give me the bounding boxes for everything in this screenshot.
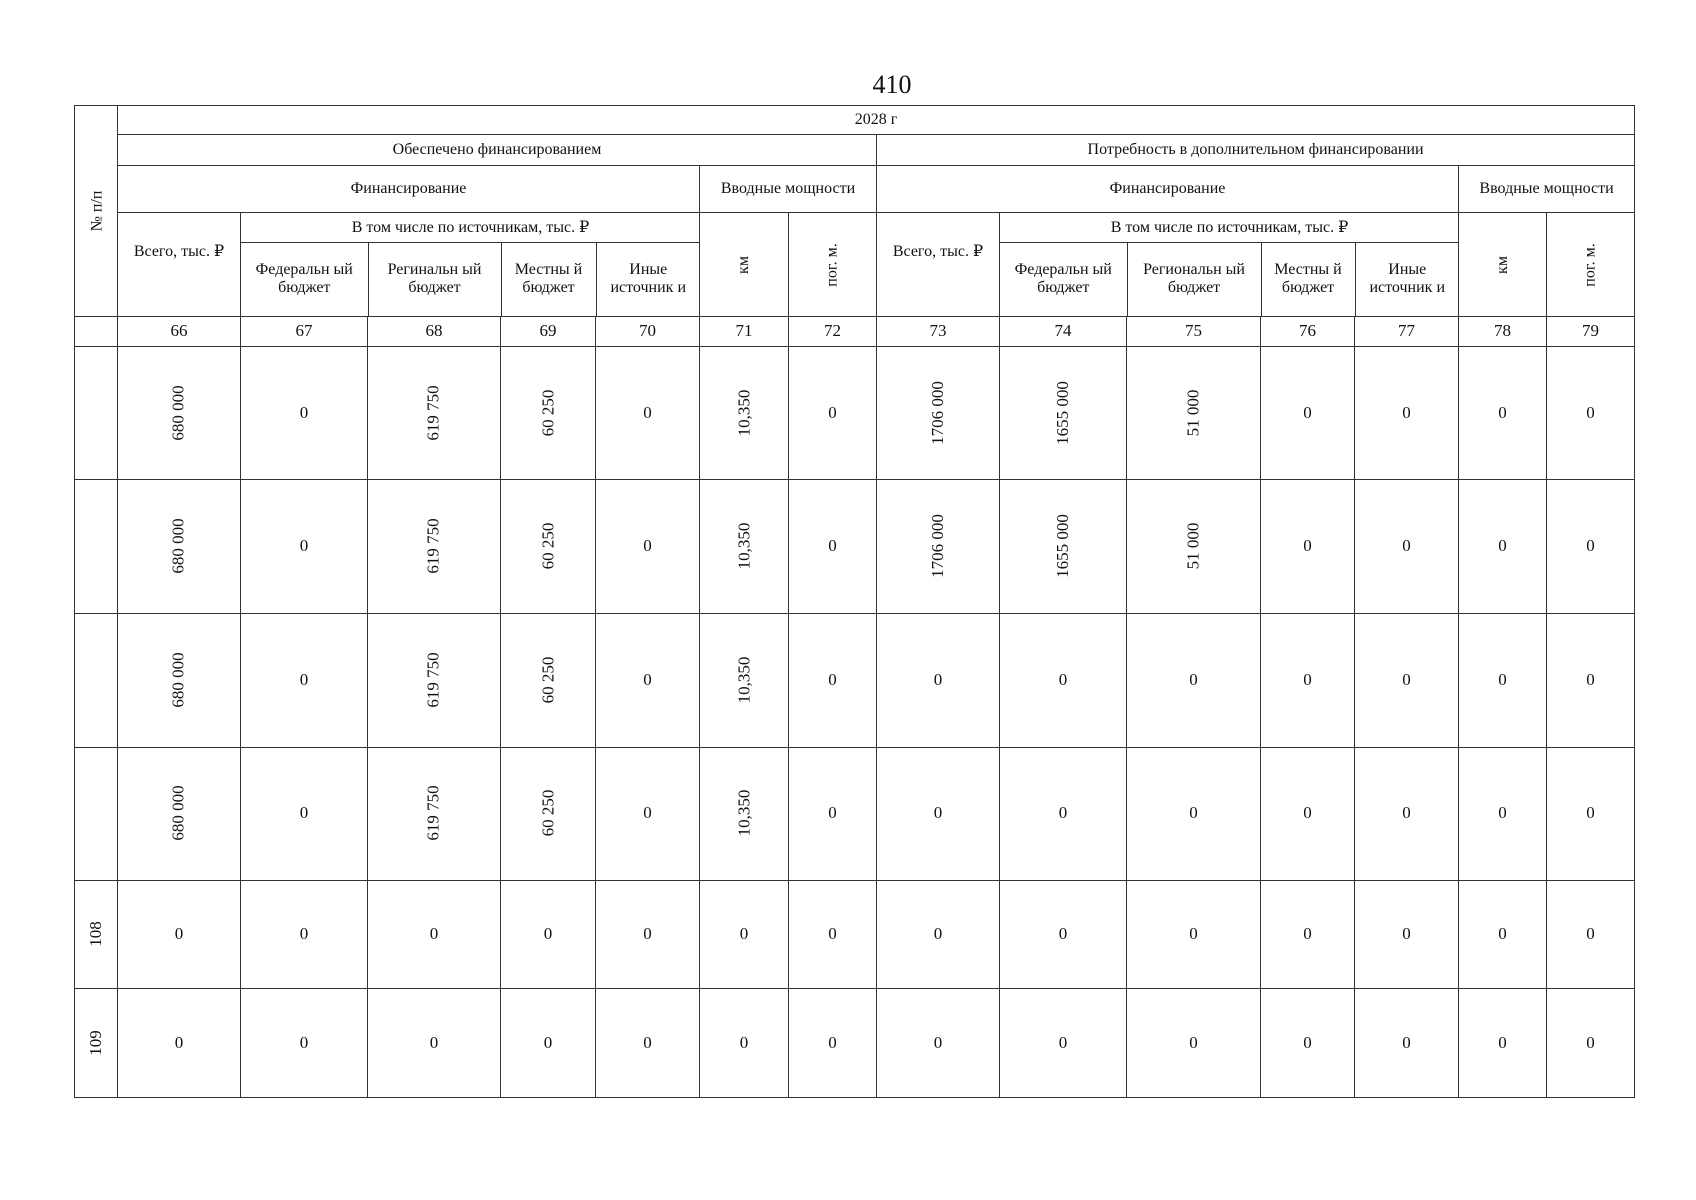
table-cell <box>596 346 700 480</box>
table-cell <box>1547 480 1635 614</box>
table-cell <box>877 346 1000 480</box>
table-cell <box>789 881 877 989</box>
table-cell-text: 0 <box>1303 402 1312 422</box>
table-cell-text: 0 <box>933 924 943 944</box>
table-cell <box>1261 346 1355 480</box>
column-number <box>1355 316 1459 346</box>
table-cell <box>1547 747 1635 881</box>
table-cell-text: 0 <box>1058 924 1068 944</box>
total-header <box>877 213 1000 316</box>
table-cell-text: 0 <box>1498 536 1507 556</box>
group-title <box>118 135 877 166</box>
row-number <box>75 346 118 480</box>
table-cell <box>501 881 596 989</box>
group-title-text: Обеспечено финансированием <box>392 141 602 159</box>
column-number-text: 70 <box>639 320 656 340</box>
financing-header-text: Финансирование <box>1109 180 1226 198</box>
table-cell <box>700 989 789 1098</box>
column-number <box>700 316 789 346</box>
table-cell <box>700 346 789 480</box>
table-cell-text: 1655 000 <box>1053 380 1072 445</box>
column-number-text: 75 <box>1185 320 1202 340</box>
table-cell <box>1261 747 1355 881</box>
table-cell <box>1459 614 1547 748</box>
column-number-text: 74 <box>1054 320 1072 340</box>
table-cell-text: 51 000 <box>1183 389 1203 437</box>
table-cell-text: 0 <box>1189 803 1198 823</box>
table-cell <box>1355 989 1459 1098</box>
total-header-text: Всего, тыс. ₽ <box>892 243 984 261</box>
table-cell <box>596 881 700 989</box>
table-cell-text: 680 000 <box>169 652 188 708</box>
table-cell-text: 0 <box>828 803 837 823</box>
capacity-header-text: Вводные мощности <box>720 180 856 198</box>
table-cell-text: 680 000 <box>169 518 188 574</box>
table-cell <box>877 614 1000 748</box>
table-cell-text: 0 <box>429 924 439 944</box>
table-cell-text: 0 <box>1303 1032 1312 1052</box>
other-header: Иные источник и <box>1369 261 1446 297</box>
sources-header: В том числе по источникам, тыс. ₽ <box>1000 213 1459 242</box>
table-cell-text: 10,350 <box>734 389 753 437</box>
table-cell <box>1000 989 1127 1098</box>
column-number-text: 66 <box>170 320 188 340</box>
group-title <box>877 135 1635 166</box>
row-number-text: 108 <box>86 921 105 948</box>
table-cell <box>241 989 368 1098</box>
table-cell <box>789 747 877 881</box>
table-cell-text: 0 <box>299 924 309 944</box>
table-cell <box>789 614 877 748</box>
table-cell-text: 0 <box>1058 669 1068 689</box>
table-cell <box>501 614 596 748</box>
table-cell <box>501 346 596 480</box>
table-cell <box>789 989 877 1098</box>
table-cell <box>368 881 501 989</box>
table-cell <box>241 881 368 989</box>
table-cell <box>1547 346 1635 480</box>
capacity-header <box>1459 166 1635 213</box>
table-cell <box>368 480 501 614</box>
table-cell <box>118 747 241 881</box>
table-cell-text: 51 000 <box>1183 522 1203 570</box>
pog-header <box>1547 213 1635 316</box>
table-cell <box>1000 480 1127 614</box>
table-cell <box>1355 346 1459 480</box>
financing-header <box>118 166 700 213</box>
column-number-text: 76 <box>1299 320 1316 340</box>
table-cell-text: 0 <box>1498 669 1507 689</box>
column-number <box>241 316 368 346</box>
table-cell <box>1000 614 1127 748</box>
table-cell-text: 10,350 <box>734 522 753 570</box>
table-cell-text: 0 <box>299 1032 309 1052</box>
column-number-text: 78 <box>1494 320 1511 340</box>
row-number <box>75 881 118 989</box>
table-cell <box>1459 480 1547 614</box>
group-title-text: Потребность в дополнительном финансировании <box>1087 141 1424 159</box>
regional-header: Регинальн ый бюджет <box>368 242 501 315</box>
table-cell-text: 0 <box>643 402 652 422</box>
table-cell-text: 0 <box>828 669 837 689</box>
table-cell-text: 0 <box>1586 924 1595 944</box>
row-number <box>75 989 118 1098</box>
table-cell <box>1261 881 1355 989</box>
table-cell <box>1127 614 1261 748</box>
table-cell <box>1127 480 1261 614</box>
federal-header: Федеральн ый бюджет <box>241 242 368 315</box>
table-cell <box>368 747 501 881</box>
table-cell-text: 1706 000 <box>928 514 947 579</box>
table-cell <box>1127 989 1261 1098</box>
table-cell <box>1355 881 1459 989</box>
table-cell-text: 0 <box>299 536 309 556</box>
table-cell-text: 0 <box>429 1032 439 1052</box>
table-cell-text: 60 250 <box>538 789 557 837</box>
table-cell-text: 619 750 <box>424 785 443 841</box>
table-cell-text: 0 <box>1303 803 1312 823</box>
table-cell <box>700 881 789 989</box>
table-cell-text: 0 <box>299 402 309 422</box>
table-cell <box>596 480 700 614</box>
table-row <box>75 614 1635 748</box>
table-cell-text: 619 750 <box>424 652 443 708</box>
table-cell-text: 0 <box>739 1032 749 1052</box>
table-cell-text: 0 <box>174 924 184 944</box>
column-number <box>596 316 700 346</box>
table-row <box>75 480 1635 614</box>
table-cell-text: 1706 000 <box>928 380 947 445</box>
table-cell <box>501 480 596 614</box>
table-cell <box>1000 881 1127 989</box>
table-cell-text: 0 <box>1402 402 1411 422</box>
table-cell-text: 0 <box>933 803 943 823</box>
table-cell-text: 0 <box>1058 1032 1068 1052</box>
table-cell-text: 10,350 <box>734 789 753 837</box>
table-cell-text: 0 <box>1189 1032 1198 1052</box>
financing-header <box>877 166 1459 213</box>
table-cell-text: 0 <box>828 402 837 422</box>
table-cell <box>241 480 368 614</box>
table-cell <box>1547 989 1635 1098</box>
table-cell-text: 60 250 <box>538 522 557 570</box>
table-cell-text: 619 750 <box>424 385 443 441</box>
column-number <box>1459 316 1547 346</box>
federal-header: Федеральн ый бюджет <box>1000 242 1127 315</box>
page-number: 410 <box>872 70 912 99</box>
table-cell-text: 0 <box>1498 924 1507 944</box>
table-cell-text: 0 <box>543 1032 553 1052</box>
table-cell <box>596 747 700 881</box>
table-cell <box>877 747 1000 881</box>
capacity-header <box>700 166 877 213</box>
financing-table <box>74 105 1635 1098</box>
row-number-text: 109 <box>86 1029 105 1056</box>
table-cell-text: 0 <box>1402 669 1411 689</box>
financing-header-text: Финансирование <box>350 180 467 198</box>
table-cell-text: 0 <box>1402 803 1411 823</box>
km-header-text: км <box>735 255 752 274</box>
column-number <box>118 316 241 346</box>
total-header <box>118 213 241 316</box>
km-header <box>1459 213 1547 316</box>
table-cell <box>241 614 368 748</box>
table-cell <box>501 989 596 1098</box>
table-cell <box>118 346 241 480</box>
column-number-blank <box>75 316 118 346</box>
table-cell-text: 0 <box>643 1032 652 1052</box>
table-cell-text: 0 <box>1498 1032 1507 1052</box>
table-cell <box>118 989 241 1098</box>
column-number-text: 72 <box>824 320 841 340</box>
table-cell-text: 680 000 <box>169 385 188 441</box>
table-cell <box>241 346 368 480</box>
km-header-text: км <box>1493 255 1511 274</box>
column-number <box>1000 316 1127 346</box>
table-cell <box>877 989 1000 1098</box>
total-header-text: Всего, тыс. ₽ <box>133 243 225 261</box>
row-num-header-text: № п/п <box>88 190 106 232</box>
table-row <box>75 989 1635 1098</box>
table-cell <box>1000 346 1127 480</box>
table-cell <box>789 480 877 614</box>
table-cell <box>1127 346 1261 480</box>
table-cell-text: 0 <box>1402 924 1411 944</box>
year-header <box>118 106 1635 135</box>
column-number-text: 71 <box>735 320 753 340</box>
table-cell <box>1459 346 1547 480</box>
table-cell <box>1127 881 1261 989</box>
table-cell <box>1355 480 1459 614</box>
km-header <box>700 213 789 316</box>
column-number <box>501 316 596 346</box>
table-row <box>75 881 1635 989</box>
table-cell-text: 0 <box>1586 803 1595 823</box>
table-cell-text: 0 <box>299 669 309 689</box>
table-cell-text: 0 <box>1303 924 1312 944</box>
table-cell-text: 60 250 <box>538 389 557 437</box>
table-cell <box>1261 989 1355 1098</box>
table-cell-text: 0 <box>1402 536 1411 556</box>
column-number-text: 77 <box>1398 320 1415 340</box>
column-number-text: 67 <box>295 320 313 340</box>
capacity-header-text: Вводные мощности <box>1479 180 1614 198</box>
table-cell-text: 0 <box>1586 402 1595 422</box>
table-cell <box>241 747 368 881</box>
table-cell-text: 0 <box>933 669 943 689</box>
table-cell-text: 0 <box>643 924 652 944</box>
other-header: Иные источник и <box>610 261 687 297</box>
column-number <box>1547 316 1635 346</box>
table-cell-text: 60 250 <box>538 656 557 704</box>
column-number-text: 68 <box>425 320 443 340</box>
table-cell <box>596 614 700 748</box>
table-cell-text: 0 <box>543 924 553 944</box>
column-number <box>1127 316 1261 346</box>
table-cell <box>1459 881 1547 989</box>
table-cell <box>1459 747 1547 881</box>
row-number <box>75 614 118 748</box>
table-cell <box>1127 747 1261 881</box>
table-cell <box>1459 989 1547 1098</box>
table-cell-text: 680 000 <box>169 785 188 841</box>
table-cell-text: 0 <box>1058 803 1068 823</box>
column-number-text: 79 <box>1582 320 1600 340</box>
pog-header-text: пог. м. <box>823 242 841 287</box>
row-number <box>75 480 118 614</box>
sources-header: В том числе по источникам, тыс. ₽ <box>241 213 700 242</box>
sources-block <box>1000 213 1459 316</box>
table-cell-text: 0 <box>739 924 749 944</box>
column-number-text: 73 <box>929 320 947 340</box>
row-number <box>75 747 118 881</box>
table-cell-text: 0 <box>1498 402 1507 422</box>
table-cell <box>1261 480 1355 614</box>
column-number-text: 69 <box>539 320 557 340</box>
table-cell <box>1355 614 1459 748</box>
table-cell-text: 0 <box>643 669 652 689</box>
table-cell-text: 0 <box>1303 536 1312 556</box>
table-cell-text: 0 <box>174 1032 184 1052</box>
local-header: Местны й бюджет <box>501 242 596 315</box>
table-cell-text: 0 <box>643 536 652 556</box>
sources-block <box>241 213 700 316</box>
column-number <box>368 316 501 346</box>
table-cell <box>1000 747 1127 881</box>
table-cell-text: 0 <box>299 803 309 823</box>
table-cell-text: 0 <box>828 924 837 944</box>
table-cell <box>596 989 700 1098</box>
table-cell <box>118 480 241 614</box>
table-cell <box>700 614 789 748</box>
table-cell <box>877 480 1000 614</box>
table-cell-text: 0 <box>1402 1032 1411 1052</box>
table-cell-text: 0 <box>1586 669 1595 689</box>
row-num-header <box>75 106 118 317</box>
table-cell-text: 619 750 <box>424 518 443 574</box>
table-cell-text: 0 <box>1303 669 1312 689</box>
regional-header: Региональн ый бюджет <box>1127 242 1261 315</box>
table-cell <box>789 346 877 480</box>
pog-header <box>789 213 877 316</box>
table-row <box>75 346 1635 480</box>
column-number <box>789 316 877 346</box>
table-row <box>75 747 1635 881</box>
local-header: Местны й бюджет <box>1261 242 1355 315</box>
table-cell-text: 1655 000 <box>1053 514 1072 579</box>
table-cell <box>368 614 501 748</box>
table-cell <box>118 881 241 989</box>
table-cell-text: 0 <box>828 1032 837 1052</box>
table-cell <box>700 747 789 881</box>
year-header-text: 2028 г <box>854 111 898 129</box>
table-cell-text: 0 <box>1586 536 1595 556</box>
table-cell <box>501 747 596 881</box>
table-cell <box>368 346 501 480</box>
table-cell <box>368 989 501 1098</box>
table-cell-text: 0 <box>828 536 837 556</box>
table-cell-text: 10,350 <box>734 656 753 704</box>
table-cell <box>1355 747 1459 881</box>
table-cell-text: 0 <box>1498 803 1507 823</box>
table-cell <box>118 614 241 748</box>
table-cell <box>1547 614 1635 748</box>
table-cell <box>700 480 789 614</box>
column-number <box>877 316 1000 346</box>
table-cell <box>877 881 1000 989</box>
table-cell-text: 0 <box>1586 1032 1595 1052</box>
column-number <box>1261 316 1355 346</box>
table-cell-text: 0 <box>933 1032 943 1052</box>
pog-header-text: пог. м. <box>1581 242 1599 287</box>
table-cell <box>1261 614 1355 748</box>
table-cell <box>1547 881 1635 989</box>
table-cell-text: 0 <box>643 803 652 823</box>
table-cell-text: 0 <box>1189 669 1198 689</box>
table-cell-text: 0 <box>1189 924 1198 944</box>
